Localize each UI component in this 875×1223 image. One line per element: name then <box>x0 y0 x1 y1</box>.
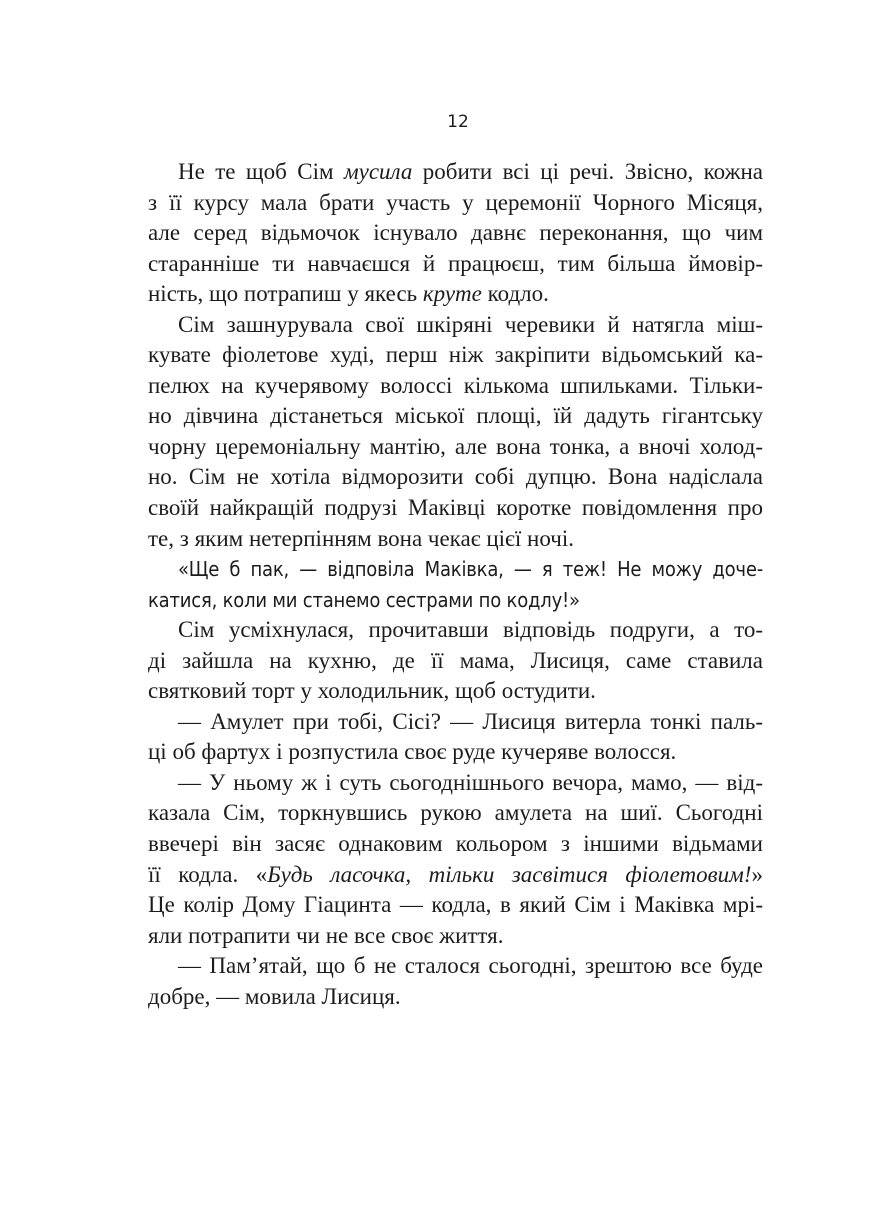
text-run: Сім усміхнулася, прочитавши відповідь подруги, а то- <box>178 617 763 643</box>
text-line <box>178 615 763 646</box>
text-line <box>178 951 763 982</box>
text-run: кодло. <box>481 281 549 307</box>
text-line <box>148 462 763 493</box>
text-run: пелюх на кучерявому волоссі кількома шпильками. Тільки- <box>148 372 763 398</box>
text-line <box>148 249 763 280</box>
text-line <box>178 768 763 799</box>
text-line <box>178 310 763 341</box>
text-run: Це колір Дому Гіацинта — кодла, в який Сім і Маківка мрі- <box>148 892 763 918</box>
text-line <box>178 707 763 738</box>
text-run: ність, що потрапиш у якесь <box>148 281 423 307</box>
text-line <box>148 860 763 891</box>
text-run: — Пам’ятай, що б не сталося сьогодні, зрештою все буде <box>178 953 763 979</box>
text-run: її кодла. « <box>148 861 268 887</box>
text-run: катися, коли ми станемо сестрами по кодлу!» <box>148 587 580 612</box>
text-line <box>148 829 763 860</box>
text-run: ввечері він засяє однаковим кольором з іншими відьмами <box>148 831 763 857</box>
text-run: ці об фартух і розпустила своє руде кучеряве волосся. <box>148 739 677 765</box>
text-run: святковий торт у холодильник, щоб остудити. <box>148 678 596 704</box>
text-run: — Амулет при тобі, Сісі? — Лисиця витерла тонкі паль- <box>178 708 763 734</box>
text-line <box>148 493 763 524</box>
text-run: но. Сім не хотіла відморозити собі дупцю. Вона надіслала <box>148 464 763 490</box>
page-number: 12 <box>447 112 469 132</box>
text-run: казала Сім, торкнувшись рукою амулета на шиї. Сьогодні <box>148 800 763 826</box>
text-line <box>148 432 763 463</box>
text-line <box>148 279 763 310</box>
text-run: кувате фіолетове худі, перш ніж закріпити відьомський ка- <box>148 342 763 368</box>
italic-text: мусила <box>343 159 413 184</box>
text-run: з її курсу мала брати участь у церемонії Чорного Місяця, <box>148 189 763 215</box>
text-line <box>148 340 763 371</box>
text-run: але серед відьмочок існувало давнє переконання, що чим <box>148 220 763 246</box>
text-line <box>148 921 763 952</box>
text-line <box>148 585 763 616</box>
text-run: добре, — мовила Лисиця. <box>148 983 401 1009</box>
text-run: Сім зашнурувала свої шкіряні черевики й натягла міш- <box>178 311 763 337</box>
italic-text: Будь ласочка, тільки засвітися фіолетовим! <box>267 861 752 887</box>
text-line <box>148 188 763 219</box>
italic-text: круте <box>422 281 482 307</box>
text-run: старанніше ти навчаєшся й працюєш, тим більша ймовір- <box>148 250 763 276</box>
text-line <box>178 554 763 585</box>
text-line <box>148 982 763 1013</box>
text-run: но дівчина дістанеться міської площі, їй дадуть гігантську <box>148 403 763 429</box>
text-run: — У ньому ж і суть сьогоднішнього вечора, мамо, — від- <box>178 769 763 795</box>
text-line <box>148 890 763 921</box>
text-line <box>148 371 763 402</box>
text-line <box>148 676 763 707</box>
text-line <box>148 524 763 555</box>
text-line <box>148 401 763 432</box>
text-line <box>148 798 763 829</box>
body-text <box>148 157 763 1012</box>
text-run: чорну церемоніальну мантію, але вона тонка, а вночі холод- <box>148 433 763 459</box>
text-line <box>148 218 763 249</box>
text-line <box>178 157 763 188</box>
text-line <box>148 646 763 677</box>
text-run: робити всі ці речі. Звісно, кожна <box>412 159 763 184</box>
text-run: яли потрапити чи не все своє життя. <box>148 922 504 948</box>
text-run: ді зайшла на кухню, де її мама, Лисиця, саме ставила <box>148 647 763 673</box>
text-run: своїй найкращій подрузі Маківці коротке повідомлення про <box>148 495 763 521</box>
text-run: «Ще б пак, — відповіла Маківка, — я теж! Не можу доче- <box>178 557 763 582</box>
text-line <box>148 737 763 768</box>
text-run: » <box>751 861 763 887</box>
text-run: Не те щоб Сім <box>178 159 344 184</box>
text-run: те, з яким нетерпінням вона чекає цієї ночі. <box>148 525 574 551</box>
